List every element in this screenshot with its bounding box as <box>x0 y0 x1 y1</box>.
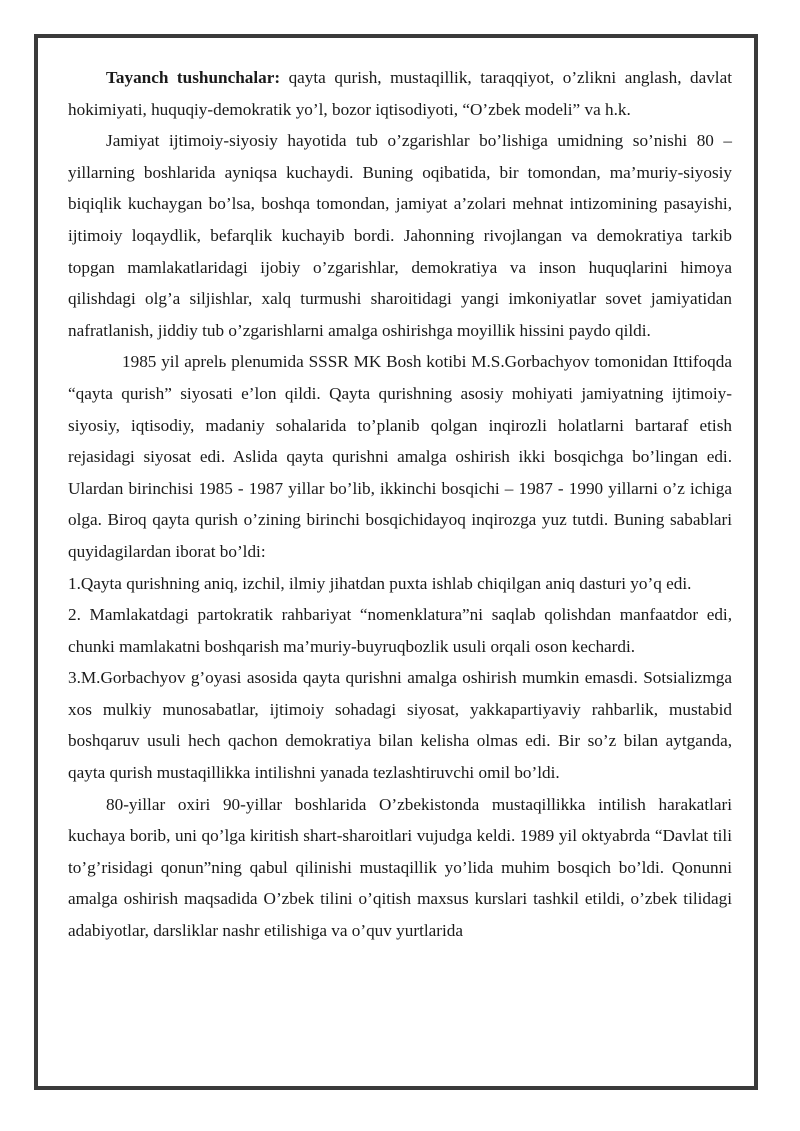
document-body <box>68 62 732 947</box>
intro-lead: Tayanch tushunchalar: <box>106 68 281 87</box>
list-item-3: 3.M.Gorbachyov g’oyasi asosida qayta qurishni amalga oshirish mumkin emasdi. Sotsializmga xos mulkiy munosabatlar, ijtimoiy sohadagi siyosat, yakkapartiyaviy rahbarlik, mustabid boshqaruv usuli hech qachon demokratiya bilan kelisha olmas edi. Bir so’z bilan aytganda, qayta qurish mustaqillikka intilishni yanada tezlashtiruvchi omil bo’ldi. <box>68 668 732 783</box>
intro-text: qayta qurish, mustaqillik, taraqqiyot, o’zlikni anglash, davlat hokimiyati, huquqiy-demokratik yo’l, bozor iqtisodiyoti, “O’zbek modeli” va h.k. <box>68 68 732 119</box>
paragraph-3: 80-yillar oxiri 90-yillar boshlarida O’zbekistonda mustaqillikka intilish harakatlari kuchaya borib, uni qo’lga kiritish shart-sharoitlari vujudga keldi. 1989 yil oktyabrda “Davlat tili to’g’risidagi qonun”ning qabul qilinishi mustaqillik yo’lida muhim bosqich bo’ldi. Qonunni amalga oshirish maqsadida O’zbek tilini o’qitish maxsus kurslari tashkil etildi, o’zbek tilidagi adabiyotlar, darsliklar nashr etilishiga va o’quv yurtlarida <box>68 794 732 941</box>
intro-paragraph <box>68 62 732 125</box>
paragraph-1: Jamiyat ijtimoiy-siyosiy hayotida tub o’zgarishlar bo’lishiga umidning so’nishi 80 – yillarning boshlarida ayniqsa kuchaydi. Buning oqibatida, bir tomondan, ma’muriy-siyosiy biqiqlik kuchaygan bo’lsa, boshqa tomondan, jamiyat a’zolari mehnat intizomining pasayishi, ijtimoiy loqaydlik, befarqlik kuchayib bordi. Jahonning rivojlangan va demokratiya tarkib topgan mamlakatlaridagi ijobiy o’zgarishlar, demokratiya va inson huquqlarini himoya qilishdagi olg’a siljishlar, xalq turmushi sharoitidagi yangi imkoniyatlar sovet jamiyatidan nafratlanish, jiddiy tub o’zgarishlarni amalga oshirishga moyillik hissini paydo qildi. <box>68 131 732 340</box>
paragraph-2: 1985 yil aprelь plenumida SSSR MK Bosh kotibi M.S.Gorbachyov tomonidan Ittifoqda “qayta qurish” siyosati e’lon qildi. Qayta qurishning asosiy mohiyati jamiyatning ijtimoiy-siyosiy, iqtisodiy, madaniy sohalarida to’planib qolgan inqirozli holatlarni bartaraf etish rejasidagi siyosat edi. Aslida qayta qurishni amalga oshirish ikki bosqichga bo’lingan edi. Ulardan birinchisi 1985 - 1987 yillar bo’lib, ikkinchi bosqichi – 1987 - 1990 yillarni o’z ichiga olga. Biroq qayta qurish o’zining birinchi bosqichidayoq inqirozga yuz tutdi. Buning sabablari quyidagilardan iborat bo’ldi: <box>68 352 732 561</box>
list-item-2: 2. Mamlakatdagi partokratik rahbariyat “nomenklatura”ni saqlab qolishdan manfaatdor edi, chunki mamlakatni boshqarish ma’muriy-buyruqbozlik usuli orqali oson kechardi. <box>68 605 732 656</box>
list-item-1: 1.Qayta qurishning aniq, izchil, ilmiy jihatdan puxta ishlab chiqilgan aniq dasturi yo’q edi. <box>68 573 692 593</box>
page-border <box>34 34 758 1090</box>
